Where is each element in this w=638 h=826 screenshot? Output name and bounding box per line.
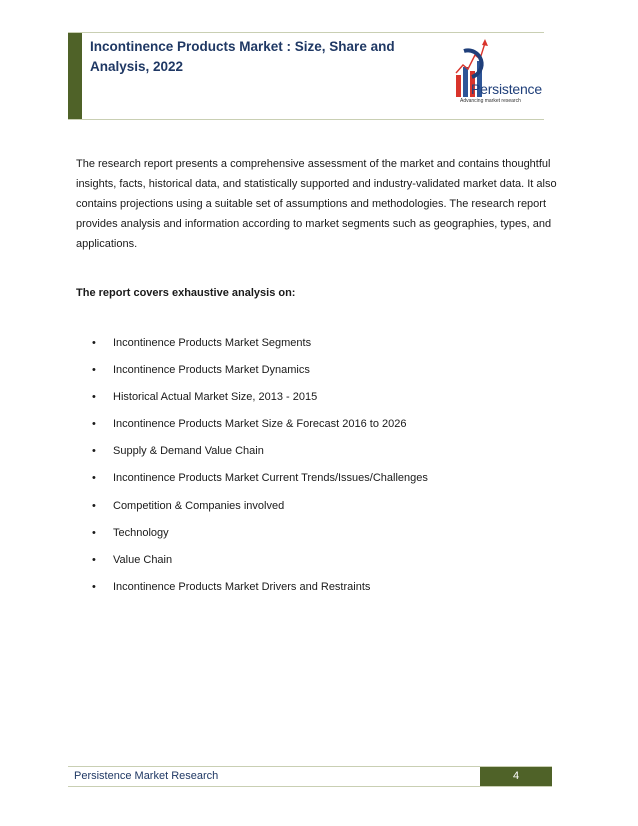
covers-heading: The report covers exhaustive analysis on: <box>76 287 296 299</box>
persistence-logo <box>454 37 544 111</box>
bullet-icon: • <box>92 472 96 485</box>
bullet-icon: • <box>92 526 96 539</box>
list-item-text: Incontinence Products Market Size & Forecast 2016 to 2026 <box>113 418 407 431</box>
list-item <box>92 417 428 444</box>
report-title: Incontinence Products Market : Size, Share and Analysis, 2022 <box>90 39 395 74</box>
bullet-icon: • <box>92 553 96 566</box>
bullet-icon: • <box>92 418 96 431</box>
bullet-icon: • <box>92 580 96 593</box>
list-item-text: Value Chain <box>113 553 173 566</box>
logo-wordmark: Persistence <box>471 81 542 97</box>
page-footer <box>68 766 552 787</box>
bullet-icon: • <box>92 364 96 377</box>
bullet-icon: • <box>92 391 96 404</box>
list-item <box>92 471 428 498</box>
list-item <box>92 363 428 390</box>
bullet-icon: • <box>92 499 96 512</box>
list-item-text: Historical Actual Market Size, 2013 - 2015 <box>113 391 318 404</box>
list-item <box>92 444 428 471</box>
page-number: 4 <box>480 767 552 786</box>
list-item-text: Incontinence Products Market Segments <box>113 337 312 349</box>
bullet-icon: • <box>92 337 96 349</box>
header-accent-bar <box>68 33 82 119</box>
bullet-icon: • <box>92 445 96 458</box>
list-item-text: Incontinence Products Market Drivers and Restraints <box>113 580 371 593</box>
logo-tagline: Advancing market research <box>460 98 521 104</box>
list-item <box>92 526 428 553</box>
list-item-text: Technology <box>113 526 169 539</box>
list-item-text: Supply & Demand Value Chain <box>113 445 264 458</box>
list-item-text: Competition & Companies involved <box>113 499 285 512</box>
list-item <box>92 336 428 363</box>
list-item-text: Incontinence Products Market Dynamics <box>113 364 310 377</box>
list-item <box>92 553 428 580</box>
coverage-list <box>92 336 428 607</box>
list-item <box>92 580 428 607</box>
list-item <box>92 390 428 417</box>
list-item-text: Incontinence Products Market Current Trends/Issues/Challenges <box>113 472 428 485</box>
page-header <box>68 32 544 120</box>
footer-company-name: Persistence Market Research <box>74 770 219 782</box>
intro-paragraph: The research report presents a comprehensive assessment of the market and contains thoughtful insights, facts, historical data, and statistically supported and industry-validated market data. It also contains projections using a suitable set of assumptions and methodologies. The research report provides analysis and information according to market segments such as geographies, types, and applications. <box>76 158 557 250</box>
list-item <box>92 499 428 526</box>
